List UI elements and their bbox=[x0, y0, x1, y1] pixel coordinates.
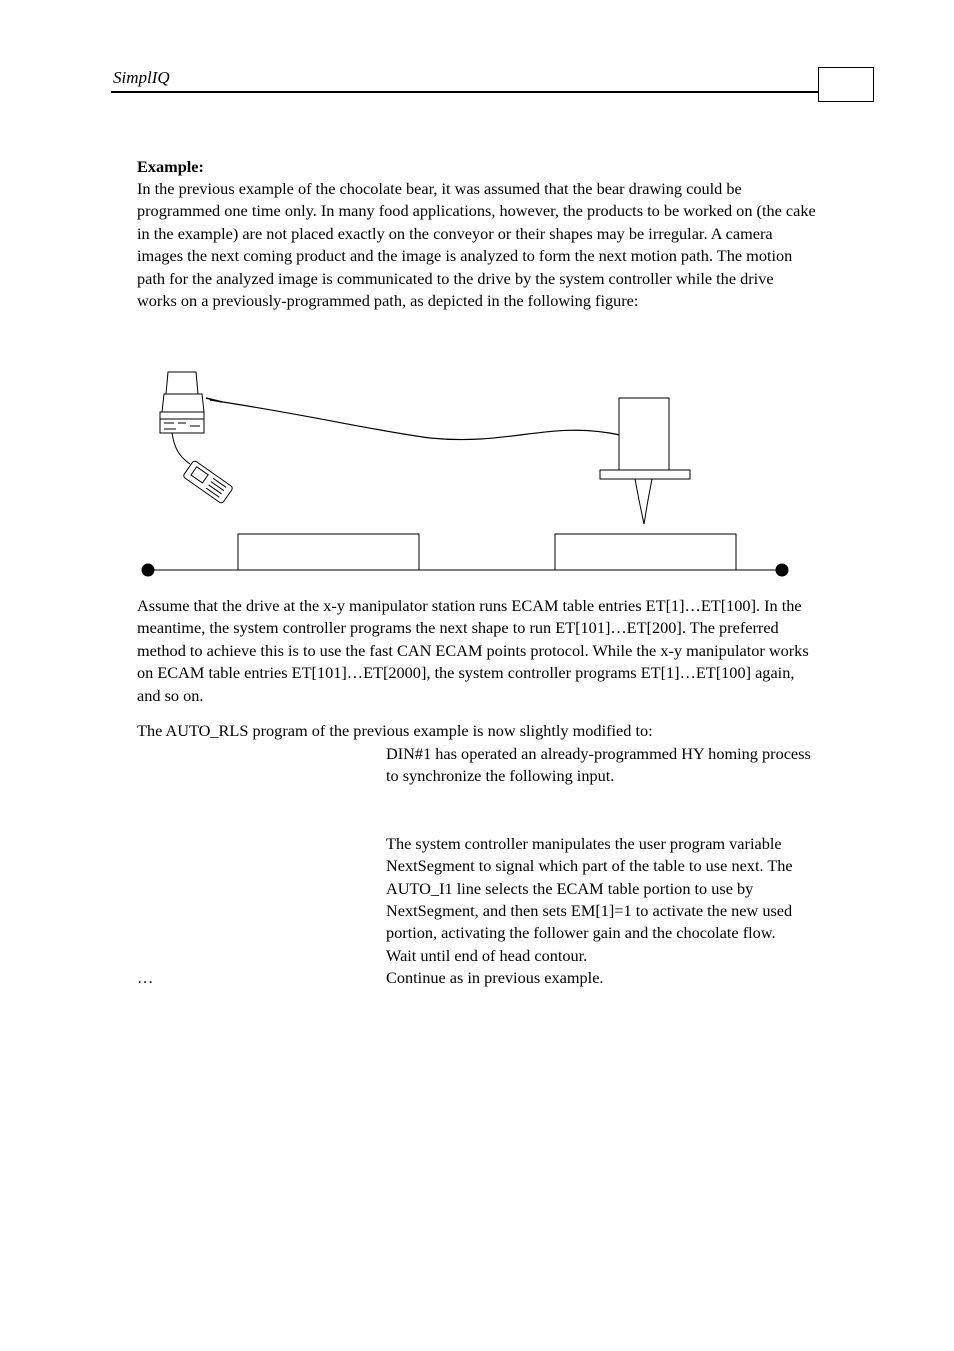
communication-cable bbox=[210, 400, 620, 440]
program-description: The system controller manipulates the user program variable NextSegment to signal which part of the table to use next. The AUTO_I1 line selects the ECAM table portion to use by NextSegment, and then sets EM[1]=1 to activate the new used portion, activating the follower gain and the chocolate flow. bbox=[386, 833, 793, 943]
program-description: Wait until end of head contour. bbox=[386, 945, 588, 965]
intro-paragraph: In the previous example of the chocolate bear, it was assumed that the bear drawing could be programmed one time only. In many food applications, however, the products to be worked on (the cake in the example) are not placed exactly on the conveyor or their shapes may be irregular. A camera images the next coming product and the image is analyzed to form the next motion path. The motion path for the analyzed image is communicated to the drive by the system controller while the drive works on a previously-programmed path, as depicted in the following figure: bbox=[137, 179, 816, 311]
computer-icon bbox=[160, 372, 204, 433]
conveyor-belt bbox=[142, 534, 788, 576]
program-row bbox=[137, 945, 817, 967]
keypad-icon bbox=[183, 460, 234, 504]
header-brand: SimplIQ bbox=[113, 68, 170, 87]
manipulator-head bbox=[600, 398, 690, 524]
program-row bbox=[137, 967, 817, 989]
header-rule bbox=[111, 91, 819, 93]
program-description: DIN#1 has operated an already-programmed HY homing process to synchronize the following input. bbox=[386, 744, 811, 786]
program-row bbox=[137, 833, 817, 945]
program-description: Continue as in previous example. bbox=[386, 968, 604, 988]
paragraph-auto-rls: The AUTO_RLS program of the previous example is now slightly modified to: bbox=[137, 721, 653, 740]
program-code bbox=[137, 945, 386, 967]
conveyor-figure bbox=[130, 360, 810, 585]
program-code bbox=[137, 833, 386, 945]
paragraph-ecam: Assume that the drive at the x-y manipulator station runs ECAM table entries ET[1]…ET[100]. In the meantime, the system controller programs the next shape to run ET[101]…ET[200]. The preferred method to achieve this is to use the fast CAN ECAM points protocol. While the x-y manipulator works on ECAM table entries ET[101]…ET[2000], the system controller programs ET[1]…ET[100] again, and so on. bbox=[137, 596, 809, 705]
program-code bbox=[137, 743, 386, 788]
program-code: … bbox=[137, 968, 154, 988]
program-listing bbox=[137, 743, 817, 990]
keypad-cable bbox=[172, 433, 190, 464]
example-heading: Example: bbox=[137, 157, 204, 176]
program-row bbox=[137, 743, 817, 788]
page-number-box bbox=[818, 67, 874, 102]
